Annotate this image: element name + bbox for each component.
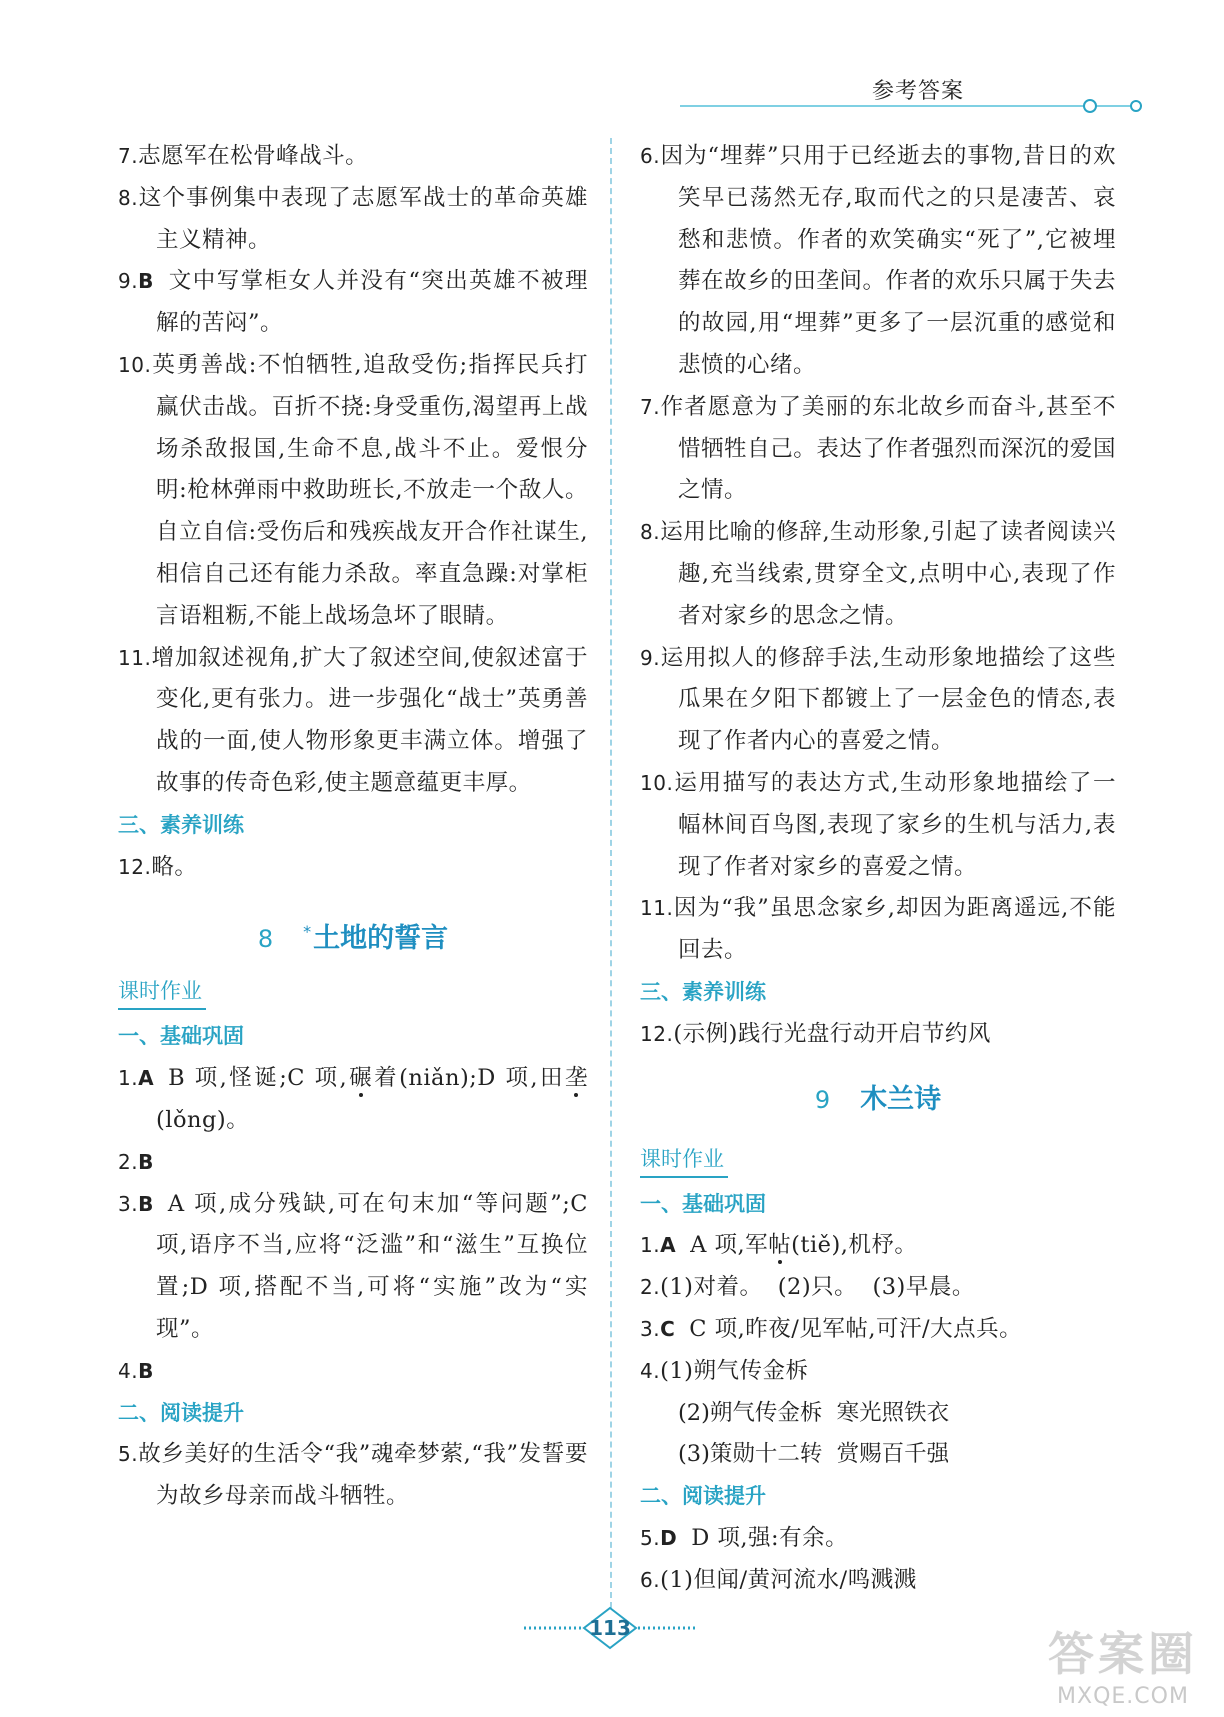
answer-item: 1.A B 项,怪诞;C 项,碾着(niǎn);D 项,田垄(lǒng)。	[118, 1065, 588, 1133]
homework-label: 课时作业	[118, 974, 206, 1010]
section-heading: 一、基础巩固	[118, 1024, 244, 1049]
left-column	[118, 136, 588, 1518]
header-circles-icon	[1078, 96, 1148, 116]
answer-item: 8.这个事例集中表现了志愿军战士的革命英雄主义精神。	[118, 184, 588, 253]
answer-choice: B	[138, 269, 154, 294]
watermark	[1048, 1618, 1198, 1709]
answer-item: 5.故乡美好的生活令“我”魂牵梦萦,“我”发誓要为故乡母亲而战斗牺牲。	[118, 1441, 588, 1510]
section-heading: 二、阅读提升	[118, 1400, 244, 1425]
answer-item: 3.B A 项,成分残缺,可在句末加“等问题”;C 项,语序不当,应将“泛滥”和“滋生”互换位置;D 项,搭配不当,可将“实施”改为“实现”。	[118, 1190, 588, 1342]
lesson-number: 8	[257, 925, 274, 954]
answer-item: 6.(1)但闻/黄河流水/鸣溅溅	[640, 1566, 917, 1593]
answer-item: 12.略。	[118, 853, 198, 880]
answer-subline: (2)朔气传金柝 寒光照铁衣	[678, 1399, 950, 1426]
answer-item: 12.(示例)践行光盘行动开启节约风	[640, 1020, 991, 1047]
lesson-name: 木兰诗	[860, 1083, 942, 1115]
answer-item: 7.作者愿意为了美丽的东北故乡而奋斗,甚至不惜牺牲自己。表达了作者强烈而深沉的爱国之情。	[640, 393, 1116, 504]
lesson-title	[118, 910, 588, 954]
header-title: 参考答案	[872, 79, 965, 104]
answer-subline: (3)策勋十二转 赏赐百千强	[678, 1441, 950, 1468]
section-heading: 二、阅读提升	[640, 1484, 766, 1509]
page-footer	[520, 1606, 700, 1650]
watermark-logo: 答案圈	[1048, 1627, 1198, 1681]
answer-item: 10.英勇善战:不怕牺牲,追敌受伤;指挥民兵打赢伏击战。百折不挠:身受重伤,渴望再上战场杀敌报国,生命不息,战斗不止。爱恨分明:枪林弹雨中救助班长,不放走一个敌人。自立自信:受伤后和残疾战友开合作社谋生,相信自己还有能力杀敌。率直急躁:对掌柜言语粗粝,不能上战场急坏了眼睛。	[118, 351, 588, 629]
answer-item: 4.B	[118, 1358, 154, 1383]
answer-item: 6.因为“埋葬”只用于已经逝去的事物,昔日的欢笑早已荡然无存,取而代之的只是凄苦、哀愁和悲愤。作者的欢笑确实“死了”,它被埋葬在故乡的田垄间。作者的欢乐只属于失去的故园,用“埋葬”更多了一层沉重的感觉和悲愤的心绪。	[640, 143, 1116, 378]
watermark-url: MXQE.COM	[1057, 1684, 1189, 1709]
answer-item: 8.运用比喻的修辞,生动形象,引起了读者阅读兴趣,充当线索,贯穿全文,点明中心,表现了作者对家乡的思念之情。	[640, 519, 1116, 629]
answer-item: 11.增加叙述视角,扩大了叙述空间,使叙述富于变化,更有张力。进一步强化“战士”英勇善战的一面,使人物形象更丰满立体。增强了故事的传奇色彩,使主题意蕴更丰厚。	[118, 644, 588, 796]
header-decoration-line	[680, 104, 1090, 108]
answer-item: 7.志愿军在松骨峰战斗。	[118, 143, 369, 169]
section-heading: 一、基础巩固	[640, 1191, 766, 1216]
answer-item: 3.C C 项,昨夜/见军帖,可汗/大点兵。	[640, 1315, 1023, 1342]
answer-item: 10.运用描写的表达方式,生动形象地描绘了一幅林间百鸟图,表现了家乡的生机与活力,表现了作者对家乡的喜爱之情。	[640, 769, 1116, 880]
answer-item: 9.B 文中写掌柜女人并没有“突出英雄不被理解的苦闷”。	[118, 268, 588, 337]
page-number: 113	[589, 1616, 631, 1640]
section-heading: 三、素养训练	[118, 812, 244, 837]
homework-label: 课时作业	[640, 1142, 728, 1178]
lesson-name: 土地的誓言	[313, 923, 449, 955]
answer-item: 9.运用拟人的修辞手法,生动形象地描绘了这些瓜果在夕阳下都镀上了一层金色的情态,表现了作者内心的喜爱之情。	[640, 644, 1116, 755]
answer-item: 11.因为“我”虽思念家乡,却因为距离遥远,不能回去。	[640, 895, 1116, 964]
answer-item: 1.A A 项,军帖(tiě),机杼。	[640, 1232, 918, 1259]
answer-item: 2.(1)对着。 (2)只。 (3)早晨。	[640, 1274, 975, 1301]
answer-item: 2.B	[118, 1149, 154, 1174]
right-column	[640, 136, 1116, 1602]
answer-item: 4.(1)朔气传金柝	[640, 1357, 809, 1384]
lesson-number: 9	[814, 1085, 831, 1114]
lesson-star: *	[303, 922, 312, 942]
column-divider	[610, 138, 612, 1608]
lesson-title	[640, 1078, 1116, 1122]
section-heading: 三、素养训练	[640, 979, 766, 1004]
answer-item: 5.D D 项,强:有余。	[640, 1524, 849, 1551]
